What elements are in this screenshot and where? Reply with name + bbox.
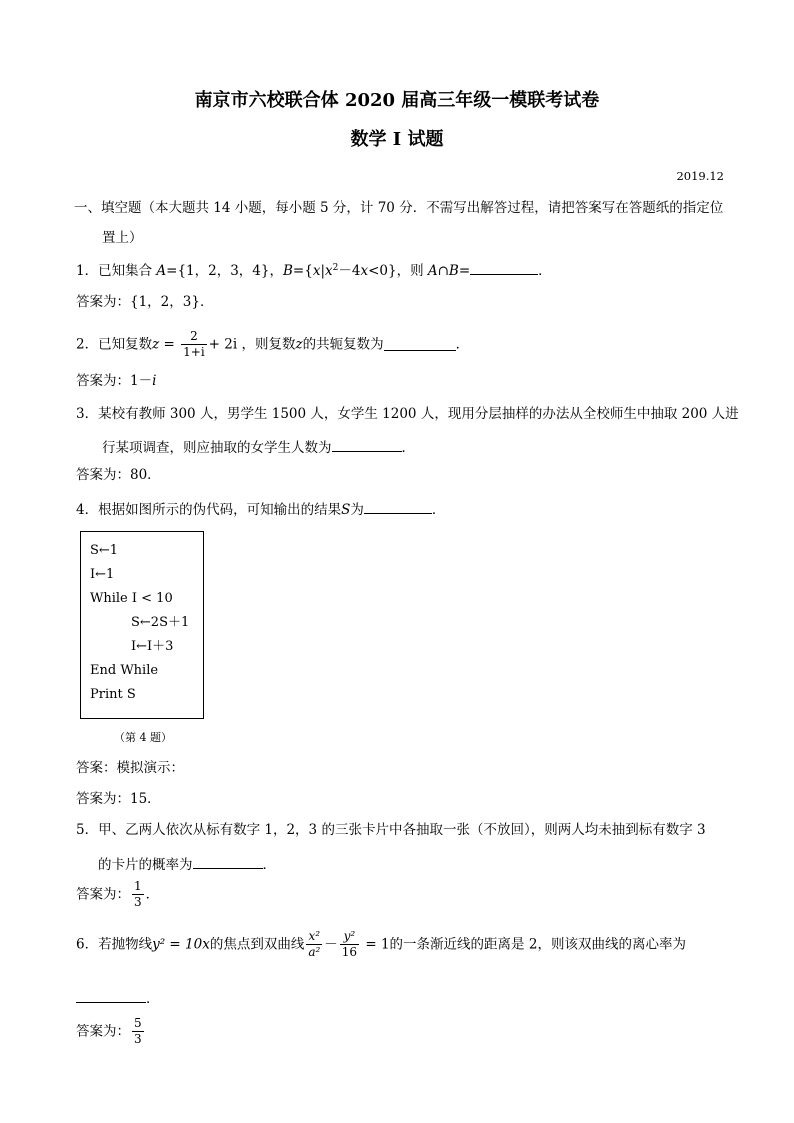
pseudocode-box (80, 531, 204, 719)
code-line: S←1 (90, 543, 119, 558)
answer-2: 答案为：1－i (76, 373, 157, 389)
section-heading-cont: 置上） (102, 230, 143, 246)
code-line: End While (90, 663, 159, 678)
answer-blank (470, 262, 538, 275)
fraction: $\frac{\text{x²}}{\text{a²}}$ (308, 929, 321, 960)
figure-caption: （第 4 题） (114, 731, 172, 744)
answer-blank (76, 990, 146, 1003)
code-line: I←I＋3 (131, 639, 174, 654)
section-heading: 一、填空题（本大题共 14 小题，每小题 5 分，计 70 分．不需写出解答过程，请把答案写在答题纸的指定位 (74, 200, 724, 216)
question-1: 1．已知集合 A={1，2，3，4}，$B=\{x|x^2-4x<0\}$，则 A∩B= ． (76, 263, 552, 279)
answer-4: 答案为：15． (76, 791, 161, 807)
question-4: 4．根据如图所示的伪代码，可知输出的结果S为 ． (76, 502, 446, 518)
answer-blank (384, 338, 456, 351)
answer-blank (332, 439, 402, 452)
answer-4-demo: 答案：模拟演示： (76, 760, 184, 776)
code-line: Print S (90, 687, 136, 702)
fraction: $\frac{2}{1+i}$ (183, 329, 205, 360)
answer-5: 答案为： $\frac{1}{3}$ ． (76, 879, 160, 910)
fraction: $\frac{5}{3}$ (134, 1016, 142, 1047)
exam-date: 2019.12 (676, 169, 724, 183)
answer-6: 答案为： $\frac{5}{3}$ (76, 1016, 142, 1047)
question-2: 2．已知复数z = $\frac{2}{1+i}$ + 2i ，则复数z的共轭复数为 ． (76, 329, 470, 360)
fraction: $\frac{1}{3}$ (134, 879, 142, 910)
answer-blank (364, 501, 432, 514)
page-subtitle: 数学 I 试题 (350, 129, 444, 150)
question-3: 3．某校有教师 300 人，男学生 1500 人，女学生 1200 人，现用分层抽样的办法从全校师生中抽取 200 人进 (76, 406, 739, 422)
question-6-cont: ． (76, 990, 160, 1007)
answer-blank (193, 856, 263, 869)
question-3-cont: 行某项调查，则应抽取的女学生人数为 ． (102, 440, 415, 456)
fraction: $\frac{\text{y²}}{16}$ (341, 929, 358, 960)
question-6: 6．若抛物线y² = 10x的焦点到双曲线 $\frac{\text{x²}}{\text{a²}}$ － $\frac{\text{y²}}{16}$ = 1的一条渐近线的距离是 2，则该双曲线的离心率为 (76, 929, 686, 960)
question-5: 5．甲、乙两人依次从标有数字 1，2，3 的三张卡片中各抽取一张（不放回），则两人均未抽到标有数字 3 (76, 822, 706, 838)
code-line: While I < 10 (90, 591, 173, 606)
code-line: S←2S＋1 (131, 615, 190, 630)
answer-1: 答案为：{1，2，3}． (76, 294, 214, 310)
code-line: I←1 (90, 567, 115, 582)
page-title: 南京市六校联合体 2020 届高三年级一模联考试卷 (194, 90, 600, 111)
question-5-cont: 的卡片的概率为 ． (98, 857, 276, 873)
answer-3: 答案为：80． (76, 467, 161, 483)
